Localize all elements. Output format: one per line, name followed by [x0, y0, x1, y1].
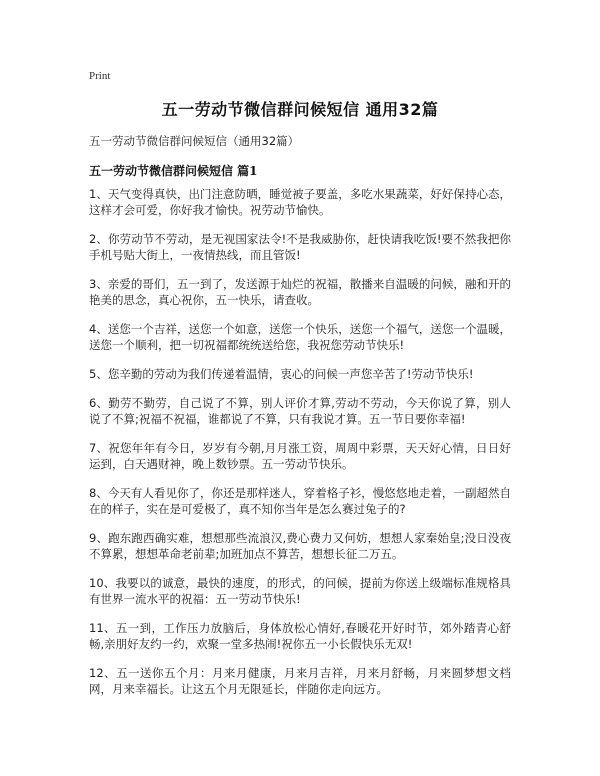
section-heading: 五一劳动节微信群问候短信 篇1	[89, 164, 258, 178]
message-item: 2、你劳动节不劳动，是无视国家法令!不是我威胁你，赶快请我吃饭!要不然我把你手机号贴大街上，一夜情热线，而且管饭!	[89, 232, 511, 262]
message-item: 5、您辛勤的劳动为我们传递着温情，衷心的问候一声您辛苦了!劳动节快乐!	[89, 367, 474, 381]
message-item: 6、勤劳不勤劳，自己说了不算，别人评价才算,劳动不劳动，今天你说了算，别人说了不算;祝福不祝福，谁都说了不算，只有我说才算。五一节日要你幸福!	[89, 396, 511, 426]
message-item: 12、五一送你五个月：月来月健康，月来月吉祥，月来月舒畅，月来圆梦想文档网，月来幸福长。让这五个月无限延长，伴随你走向远方。	[89, 666, 511, 696]
message-list	[89, 186, 511, 710]
message-item: 10、我要以的诚意，最快的速度，的形式，的问候，提前为你送上级端标准规格具有世界一流水平的祝福：五一劳动节快乐!	[89, 576, 511, 606]
message-item: 3、亲爱的哥们，五一到了，发送源于灿烂的祝福，散播来自温暖的问候，融和开的艳美的思念，真心祝你，五一快乐，请查收。	[89, 277, 511, 307]
page-title: 五一劳动节微信群问候短信 通用32篇	[161, 100, 439, 119]
message-item: 1、天气变得真快，出门注意防晒，睡觉被子要盖，多吃水果蔬菜，好好保持心态，这样才会可爱，你好我才愉快。祝劳动节愉快。	[89, 187, 511, 217]
message-item: 9、跑东跑西确实难，想想那些流浪汉,费心费力又何妨，想想人家秦始皇;没日没夜不算累，想想革命老前辈;加班加点不算苦，想想长征二万五。	[89, 531, 511, 561]
message-item: 7、祝您年年有今日，岁岁有今朝,月月涨工资，周周中彩票，天天好心情，日日好运到，白天遇财神，晚上数钞票。五一劳动节快乐。	[89, 441, 511, 471]
message-item: 11、五一到，工作压力放脑后，身体放松心情好,春暖花开好时节，郊外踏青心舒畅,亲朋好友约一约，欢聚一堂多热闹!祝你五一小长假快乐无双!	[89, 621, 511, 651]
document-subtitle: 五一劳动节微信群问候短信（通用32篇）	[89, 134, 300, 148]
print-link[interactable]: Print	[89, 70, 111, 82]
message-item: 8、今天有人看见你了，你还是那样迷人，穿着格子衫，慢悠悠地走着，一副超然自在的样子，实在是可爱极了，真不知你当年是怎么赛过兔子的?	[89, 486, 511, 516]
message-item: 4、送您一个吉祥，送您一个如意，送您一个快乐，送您一个福气，送您一个温暖，送您一个顺利，把一切祝福都统统送给您，我祝您劳动节快乐!	[89, 322, 511, 352]
